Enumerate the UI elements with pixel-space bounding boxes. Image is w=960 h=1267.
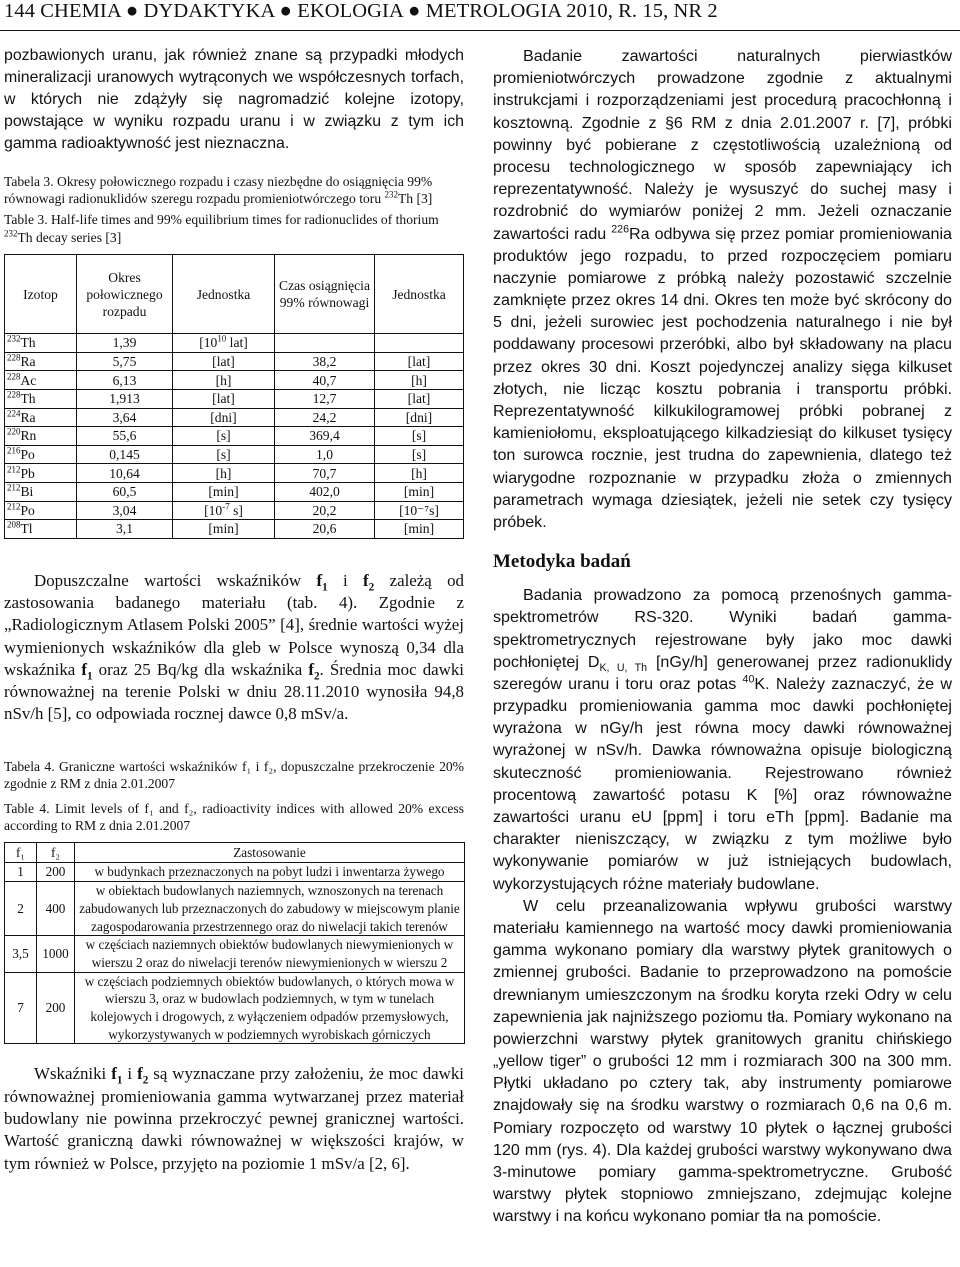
isotope-cell <box>5 520 77 539</box>
isotope-cell <box>5 334 77 353</box>
unit-text: [10 <box>199 335 218 351</box>
isotope-cell <box>5 482 77 501</box>
table-row <box>5 464 464 483</box>
mass-number: 224 <box>7 408 21 419</box>
equilibrium-cell: 40,7 <box>275 371 375 390</box>
table4-body <box>5 863 465 1044</box>
equilibrium-unit-cell: [h] <box>375 371 464 390</box>
mass-number: 228 <box>7 352 21 363</box>
element-symbol: Tl <box>20 521 33 537</box>
table3 <box>4 254 464 539</box>
equilibrium-unit-cell: [lat] <box>375 389 464 408</box>
unit-text: [10 <box>204 502 223 518</box>
table3-header-cell: Izotop <box>5 255 77 334</box>
isotope-cell <box>5 371 77 390</box>
unit-text-end: s] <box>229 502 243 518</box>
f2-cell: 400 <box>37 882 75 936</box>
mass-number: 220 <box>7 426 21 437</box>
table4 <box>4 842 465 1044</box>
equilibrium-cell: 20,6 <box>275 520 375 539</box>
section-heading: Metodyka badań <box>493 551 631 573</box>
thickness-paragraph: W celu przeanalizowania wpływu grubości warstwy materiału kamiennego na wartość mocy dawki promieniowania gamma wykonano pomiary dla warstwy płytek granitowych o zmiennej grubości. Badanie to przeprowadzono na pomoście drewnianym umieszczonym na środku koryta rzeki Odry w celu zapewnienia jak najniższego poziomu tła. Pomiary wykonano na powierzchni warstwy płytek granitowych granitu chińskiego „yellow tiger” o grubości 12 mm i rozmiarach 300 na 300 mm. Płytki układano po cztery tak, aby instrumenty pomiarowe znajdowały się na środku warstwy o rozmiarach 0,6 na 0,6 m. Pomiary rozpoczęto od warstwy 10 płytek o łącznej grubości 120 mm (rys. 4). Dla każdej grubości warstwy wykonywano dwa 3-minutowe pomiary gamma-spektrometryczne. Grubość warstwy płytek stopniowo zmniejszano, zdejmując kolejne warstwy i na końcu wykonano pomiar tła na pomoście. <box>493 896 952 1226</box>
half-life-cell: 0,145 <box>77 445 173 464</box>
method-paragraph: Badania prowadzono za pomocą przenośnych gamma-spektrometrów RS-320. Wyniki badań gamma-spektrometrycznych rejestrowane były jako moc dawki pochłoniętej $D_{K, U, Th}$ [nGy/h] generowanej przez radionuklidy szeregów uranu i toru oraz potas $^{40}$K. Należy zaznaczyć, że w przypadku promieniowania gamma moc dawki pochłoniętej wyrażona w nGy/h jest równa mocy dawki równoważnej wyrażonej w nSv/h. Dawka równoważna opisuje biologiczną skuteczność promieniowania. Rejestrowano również procentową zawartość potasu K [%] oraz równoważne zawartości uranu eU [ppm] i toru eTh [ppm]. Badanie ma charakter nieniszczący, w związku z tym możliwe było wykonywanie pomiarów w już istniejących budowlach, wykorzystujących różne materiały budowlane. <box>493 586 952 893</box>
table4-header-row <box>5 843 465 863</box>
mass-number: 212 <box>7 501 21 512</box>
unit-cell <box>173 389 275 408</box>
equilibrium-cell: 12,7 <box>275 389 375 408</box>
table4-header-cell: f₂ <box>37 843 75 863</box>
f1-cell: 3,5 <box>5 936 37 972</box>
isotope-cell <box>5 427 77 446</box>
equilibrium-unit-cell: [min] <box>375 520 464 539</box>
equilibrium-unit-cell: [s] <box>375 427 464 446</box>
isotope-cell <box>5 408 77 427</box>
indices-paragraph: Wskaźniki $f_1$ i $f_2$ są wyznaczane przy założeniu, że moc dawki równoważnej promieniowania gamma wytwarzanej przez materiał budowlany nie powinna przekroczyć pewnej granicznej wartości. Wartość graniczną dawki równoważnej w większości krajów, w tym również w Polsce, przyjęto na poziomie 1 mSv/a [2, 6]. <box>4 1064 464 1173</box>
table-row <box>5 334 464 353</box>
unit-text: [h] <box>215 372 232 388</box>
half-life-cell: 1,39 <box>77 334 173 353</box>
equilibrium-unit-cell: [dni] <box>375 408 464 427</box>
unit-cell <box>173 352 275 371</box>
intro-paragraph: pozbawionych uranu, jak również znane są przypadki młodych mineralizacji uranowych wytrąconych we współczesnych torfach, w których nie zdążyły się nagromadzić kolejne izotopy, powstające w wyniku rozpadu uranu i w związku z tym ich gamma radioaktywność jest nieznaczna. <box>4 47 464 152</box>
equilibrium-cell: 369,4 <box>275 427 375 446</box>
table-row <box>5 371 464 390</box>
element-symbol: Po <box>20 502 35 518</box>
equilibrium-cell: 20,2 <box>275 501 375 520</box>
half-life-cell: 3,1 <box>77 520 173 539</box>
unit-cell <box>173 427 275 446</box>
element-symbol: Ra <box>20 409 36 425</box>
table-row <box>5 882 465 936</box>
isotope-cell <box>5 352 77 371</box>
element-symbol: Rn <box>20 428 37 444</box>
unit-cell <box>173 408 275 427</box>
half-life-cell: 6,13 <box>77 371 173 390</box>
equilibrium-unit-cell: [10⁻⁷s] <box>375 501 464 520</box>
unit-text: [s] <box>216 428 231 444</box>
unit-text: [h] <box>215 465 232 481</box>
table-row <box>5 520 464 539</box>
unit-text: [s] <box>216 447 231 463</box>
table-row <box>5 389 464 408</box>
table3-header-cell: Okres połowicznego rozpadu <box>77 255 173 334</box>
unit-cell <box>173 482 275 501</box>
table4-caption-en: Table 4. Limit levels of f₁ and f₂, radioactivity indices with allowed 20% excess according to RM z dnia 2.01.2007 <box>4 800 464 833</box>
use-cell: w obiektach budowlanych naziemnych, wznoszonych na terenach zabudowanych lub przeznaczonych do zabudowy w miejscowym planie zagospodarowania przestrzennego oraz do niwelacji takich terenów <box>75 882 465 936</box>
unit-text: [lat] <box>212 354 235 370</box>
sampling-paragraph: Badanie zawartości naturalnych pierwiastków promieniotwórczych prowadzone zgodnie z aktualnymi instrukcjami i rozporządzeniami jest procedurą pracochłonną i kosztowną. Zgodnie z §6 RM z dnia 2.01.2007 r. [7], próbki powinny być pobierane z częstotliwością uzależnioną od procesu technologicznego w sposób zapewniający ich reprezentatywność. Należy je wysuszyć do suchej masy i rozdrobnić do wymiarów poniżej 2 mm. Jeżeli oznaczanie zawartości radu $^{226}$Ra odbywa się przez pomiar promieniowania produktów jego rozpadu, to przed rozpoczęciem pomiaru naczynie pomiarowe z próbką należy pozostawić szczelnie zamknięte przez okres 14 dni. Okres ten może być skrócony do 5 dni, jeżeli surowiec jest pochodzenia naturalnego i nie był poddawany procesowi przeróbki, albo był składowany na placu przez okres 30 dni. Koszt pojedynczej analizy sięga kilkuset złotych, nie licząc kosztu pobrania i transportu próbki. Reprezentatywność kilkukilogramowej próbki pobranej z kamieniołomu, eksploatującego kilkadziesiąt do kilkuset tysięcy ton surowca rocznie, jest trudna do zapewnienia, dlatego też wiarygodne rozpoznanie w przypadku złoża o zmiennych parametrach wymaga dziesiątek, jeżeli nie setek czy tysięcy próbek. <box>493 47 952 531</box>
table3-header-row <box>5 255 464 334</box>
equilibrium-unit-cell: [s] <box>375 445 464 464</box>
equilibrium-cell: 24,2 <box>275 408 375 427</box>
isotope-cell <box>5 464 77 483</box>
mass-number: 232 <box>7 333 21 344</box>
half-life-cell: 5,75 <box>77 352 173 371</box>
half-life-cell: 55,6 <box>77 427 173 446</box>
f2-cell: 1000 <box>37 936 75 972</box>
table-row <box>5 863 465 882</box>
f1-cell: 2 <box>5 882 37 936</box>
table4-header-cell: Zastosowanie <box>75 843 465 863</box>
equilibrium-unit-cell: [h] <box>375 464 464 483</box>
equilibrium-cell: 402,0 <box>275 482 375 501</box>
running-header: 144 CHEMIA ● DYDAKTYKA ● EKOLOGIA ● METROLOGIA 2010, R. 15, NR 2 <box>4 0 718 22</box>
half-life-cell: 10,64 <box>77 464 173 483</box>
table3-header-cell: Czas osiągnięcia 99% równowagi <box>275 255 375 334</box>
equilibrium-unit-cell <box>375 334 464 353</box>
isotope-cell <box>5 389 77 408</box>
table-row <box>5 501 464 520</box>
half-life-cell: 1,913 <box>77 389 173 408</box>
element-symbol: Ac <box>20 372 37 388</box>
unit-text: [dni] <box>210 409 237 425</box>
half-life-cell: 3,64 <box>77 408 173 427</box>
f1-cell: 1 <box>5 863 37 882</box>
mass-number: 228 <box>7 371 21 382</box>
half-life-cell: 3,04 <box>77 501 173 520</box>
equilibrium-unit-cell: [min] <box>375 482 464 501</box>
table3-header-cell: Jednostka <box>173 255 275 334</box>
unit-text-end: lat] <box>226 335 248 351</box>
equilibrium-cell <box>275 334 375 353</box>
table3-body <box>5 334 464 539</box>
unit-cell <box>173 334 275 353</box>
mass-number: 216 <box>7 445 21 456</box>
half-life-cell: 60,5 <box>77 482 173 501</box>
table-row <box>5 482 464 501</box>
unit-text: [lat] <box>212 391 235 407</box>
table-row <box>5 445 464 464</box>
element-symbol: Bi <box>20 484 34 500</box>
mass-number: 212 <box>7 482 21 493</box>
table-row <box>5 427 464 446</box>
table3-header-cell: Jednostka <box>375 255 464 334</box>
table3-caption-en: Table 3. Half-life times and 99% equilibrium times for radionuclides of thorium $^{232}$Th decay series [3] <box>4 212 439 245</box>
unit-exponent: 10 <box>217 333 227 344</box>
unit-cell <box>173 464 275 483</box>
left-column <box>4 45 464 1175</box>
element-symbol: Th <box>20 391 36 407</box>
f1-cell: 7 <box>5 972 37 1044</box>
mass-number: 212 <box>7 464 21 475</box>
table3-caption-pl: Tabela 3. Okresy połowicznego rozpadu i czasy niezbędne do osiągnięcia 99% równowagi radionuklidów szeregu rozpadu promieniotwórczego toru $^{232}$Th [3] <box>4 173 433 206</box>
element-symbol: Po <box>20 447 35 463</box>
right-column <box>493 45 952 1228</box>
header-rule <box>0 30 960 31</box>
use-cell: w częściach naziemnych obiektów budowlanych niewymienionych w wierszu 2 oraz do niwelacji terenów niewymienionych w wierszu 2 <box>75 936 465 972</box>
isotope-cell <box>5 501 77 520</box>
table-row <box>5 352 464 371</box>
table4-header-cell: f₁ <box>5 843 37 863</box>
element-symbol: Th <box>20 335 36 351</box>
table-row <box>5 936 465 972</box>
limits-paragraph: Dopuszczalne wartości wskaźników $f_1$ i $f_2$ zależą od zastosowania badanego materiału (tab. 4). Zgodnie z „Radiologicznym Atlasem Polski 2005” [4], średnie wartości wyżej wymienionych wskaźników dla gleb w Polsce wynoszą 0,34 dla wskaźnika $f_1$ oraz 25 Bq/kg dla wskaźnika $f_2$. Średnia moc dawki równoważnej na terenie Polski w dniu 28.11.2010 wynosiła 94,8 nSv/h [5], co odpowiada rocznej dawce 0,8 mSv/a. <box>4 570 464 724</box>
f2-cell: 200 <box>37 972 75 1044</box>
f2-cell: 200 <box>37 863 75 882</box>
unit-text: [min] <box>208 484 239 500</box>
isotope-cell <box>5 445 77 464</box>
equilibrium-cell: 38,2 <box>275 352 375 371</box>
unit-cell <box>173 501 275 520</box>
mass-number: 228 <box>7 389 21 400</box>
equilibrium-cell: 1,0 <box>275 445 375 464</box>
table4-caption-pl: Tabela 4. Graniczne wartości wskaźników f₁ i f₂, dopuszczalne przekroczenie 20% zgodnie z RM z dnia 2.01.2007 <box>4 758 464 792</box>
unit-cell <box>173 371 275 390</box>
element-symbol: Pb <box>20 465 35 481</box>
equilibrium-unit-cell: [lat] <box>375 352 464 371</box>
use-cell: w częściach podziemnych obiektów budowlanych, o których mowa w wierszu 3, oraz w budowlach podziemnych, w tym w tunelach kolejowych i drogowych, z wyłączeniem odpadów przemysłowych, wykorzystywanych w podziemnych wyrobiskach górniczych <box>75 972 465 1044</box>
unit-cell <box>173 520 275 539</box>
table-row <box>5 972 465 1044</box>
element-symbol: Ra <box>20 354 36 370</box>
use-cell: w budynkach przeznaczonych na pobyt ludzi i inwentarza żywego <box>75 863 465 882</box>
equilibrium-cell: 70,7 <box>275 464 375 483</box>
mass-number: 208 <box>7 519 21 530</box>
unit-text: [min] <box>208 521 239 537</box>
unit-cell <box>173 445 275 464</box>
unit-exponent: -7 <box>222 501 230 512</box>
table-row <box>5 408 464 427</box>
